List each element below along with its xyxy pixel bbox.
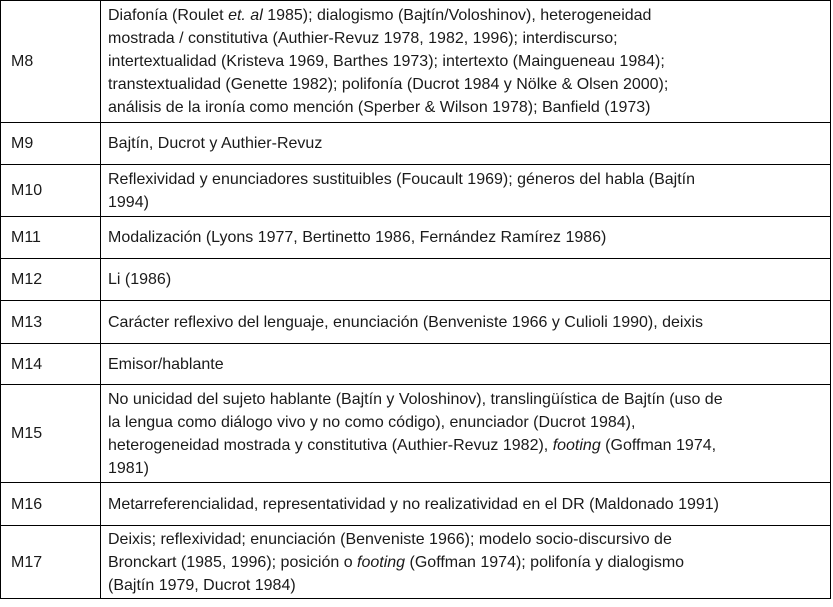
cell-text: Bronckart (1985, 1996); posición o xyxy=(108,553,358,571)
cell-text: intertextualidad (Kristeva 1969, Barthes 1973); intertexto (Maingueneau 1984); xyxy=(108,53,665,70)
table-row xyxy=(1,165,831,217)
row-content xyxy=(101,526,831,599)
cell-line xyxy=(108,4,827,27)
cell-text: la lengua como diálogo vivo y no como código), enunciador (Ducrot 1984), xyxy=(108,413,636,431)
cell-text: Li (1986) xyxy=(108,271,172,288)
row-content xyxy=(101,217,831,259)
cell-text-italic: footing xyxy=(357,553,406,571)
cell-text: (Bajtín 1979, Ducrot 1984) xyxy=(108,576,296,594)
cell-text-italic: et. al xyxy=(228,7,263,24)
cell-line xyxy=(108,27,827,50)
row-content xyxy=(101,483,831,526)
row-content xyxy=(101,259,831,301)
cell-line xyxy=(108,132,827,155)
cell-line xyxy=(108,191,827,214)
row-content xyxy=(101,344,831,385)
table-row xyxy=(1,301,831,344)
cell-line xyxy=(108,311,827,334)
cell-text: Bajtín, Ducrot y Authier-Revuz xyxy=(108,135,323,152)
cell-line xyxy=(108,434,827,457)
cell-text: Diafonía (Roulet xyxy=(108,7,229,24)
cell-line xyxy=(108,551,827,574)
cell-text: Metarreferencialidad, representatividad y no realizatividad en el DR (Maldonado 1991) xyxy=(108,495,720,513)
cell-text: No unicidad del sujeto hablante (Bajtín y Voloshinov), translingüística de Bajtín (uso de xyxy=(108,390,723,408)
cell-line xyxy=(108,73,827,96)
cell-text-italic: footing xyxy=(552,436,601,454)
row-content xyxy=(101,385,831,483)
row-code: M17 xyxy=(1,526,101,599)
cell-text: (Goffman 1974, xyxy=(600,436,717,454)
table-row xyxy=(1,385,831,483)
table-row xyxy=(1,259,831,301)
cell-line xyxy=(108,226,827,249)
table-row xyxy=(1,344,831,385)
table-row xyxy=(1,217,831,259)
row-content xyxy=(101,301,831,344)
cell-text: (Goffman 1974); polifonía y dialogismo xyxy=(405,553,685,571)
cell-line xyxy=(108,388,827,411)
cell-line xyxy=(108,574,827,597)
cell-text: 1981) xyxy=(108,459,149,477)
cell-line xyxy=(108,457,827,480)
cell-text: Deixis; reflexividad; enunciación (Benveniste 1966); modelo socio-discursivo de xyxy=(108,530,672,548)
row-code: M16 xyxy=(1,483,101,526)
row-code: M9 xyxy=(1,123,101,165)
cell-text: análisis de la ironía como mención (Sperber & Wilson 1978); Banfield (1973) xyxy=(108,99,651,116)
row-code: M15 xyxy=(1,385,101,483)
cell-line xyxy=(108,268,827,291)
cell-text: transtextualidad (Genette 1982); polifonía (Ducrot 1984 y Nölke & Olsen 2000); xyxy=(108,76,669,93)
row-content xyxy=(101,123,831,165)
table-row xyxy=(1,123,831,165)
cell-text: heterogeneidad mostrada y constitutiva (Authier-Revuz 1982), xyxy=(108,436,553,454)
cell-line xyxy=(108,96,827,119)
cell-line xyxy=(108,411,827,434)
cell-text: 1985); dialogismo (Bajtín/Voloshinov), heterogeneidad xyxy=(262,7,652,24)
row-content xyxy=(101,165,831,217)
cell-line xyxy=(108,50,827,73)
table-row xyxy=(1,1,831,123)
table-row xyxy=(1,526,831,599)
cell-text: Reflexividad y enunciadores sustituibles (Foucault 1969); géneros del habla (Bajtín xyxy=(108,170,696,188)
cell-text: Emisor/hablante xyxy=(108,355,224,373)
cell-text: Modalización (Lyons 1977, Bertinetto 1986, Fernández Ramírez 1986) xyxy=(108,229,607,246)
row-code: M10 xyxy=(1,165,101,217)
cell-line xyxy=(108,168,827,191)
cell-text: mostrada / constitutiva (Authier-Revuz 1978, 1982, 1996); interdiscurso; xyxy=(108,30,618,47)
row-code: M11 xyxy=(1,217,101,259)
cell-line xyxy=(108,493,827,516)
row-code: M13 xyxy=(1,301,101,344)
table-row xyxy=(1,483,831,526)
row-code: M8 xyxy=(1,1,101,123)
cell-line xyxy=(108,353,827,376)
cell-text: 1994) xyxy=(108,193,149,211)
row-code: M12 xyxy=(1,259,101,301)
row-code: M14 xyxy=(1,344,101,385)
cell-text: Carácter reflexivo del lenguaje, enunciación (Benveniste 1966 y Culioli 1990), deixis xyxy=(108,313,704,331)
row-content xyxy=(101,1,831,123)
cell-line xyxy=(108,528,827,551)
